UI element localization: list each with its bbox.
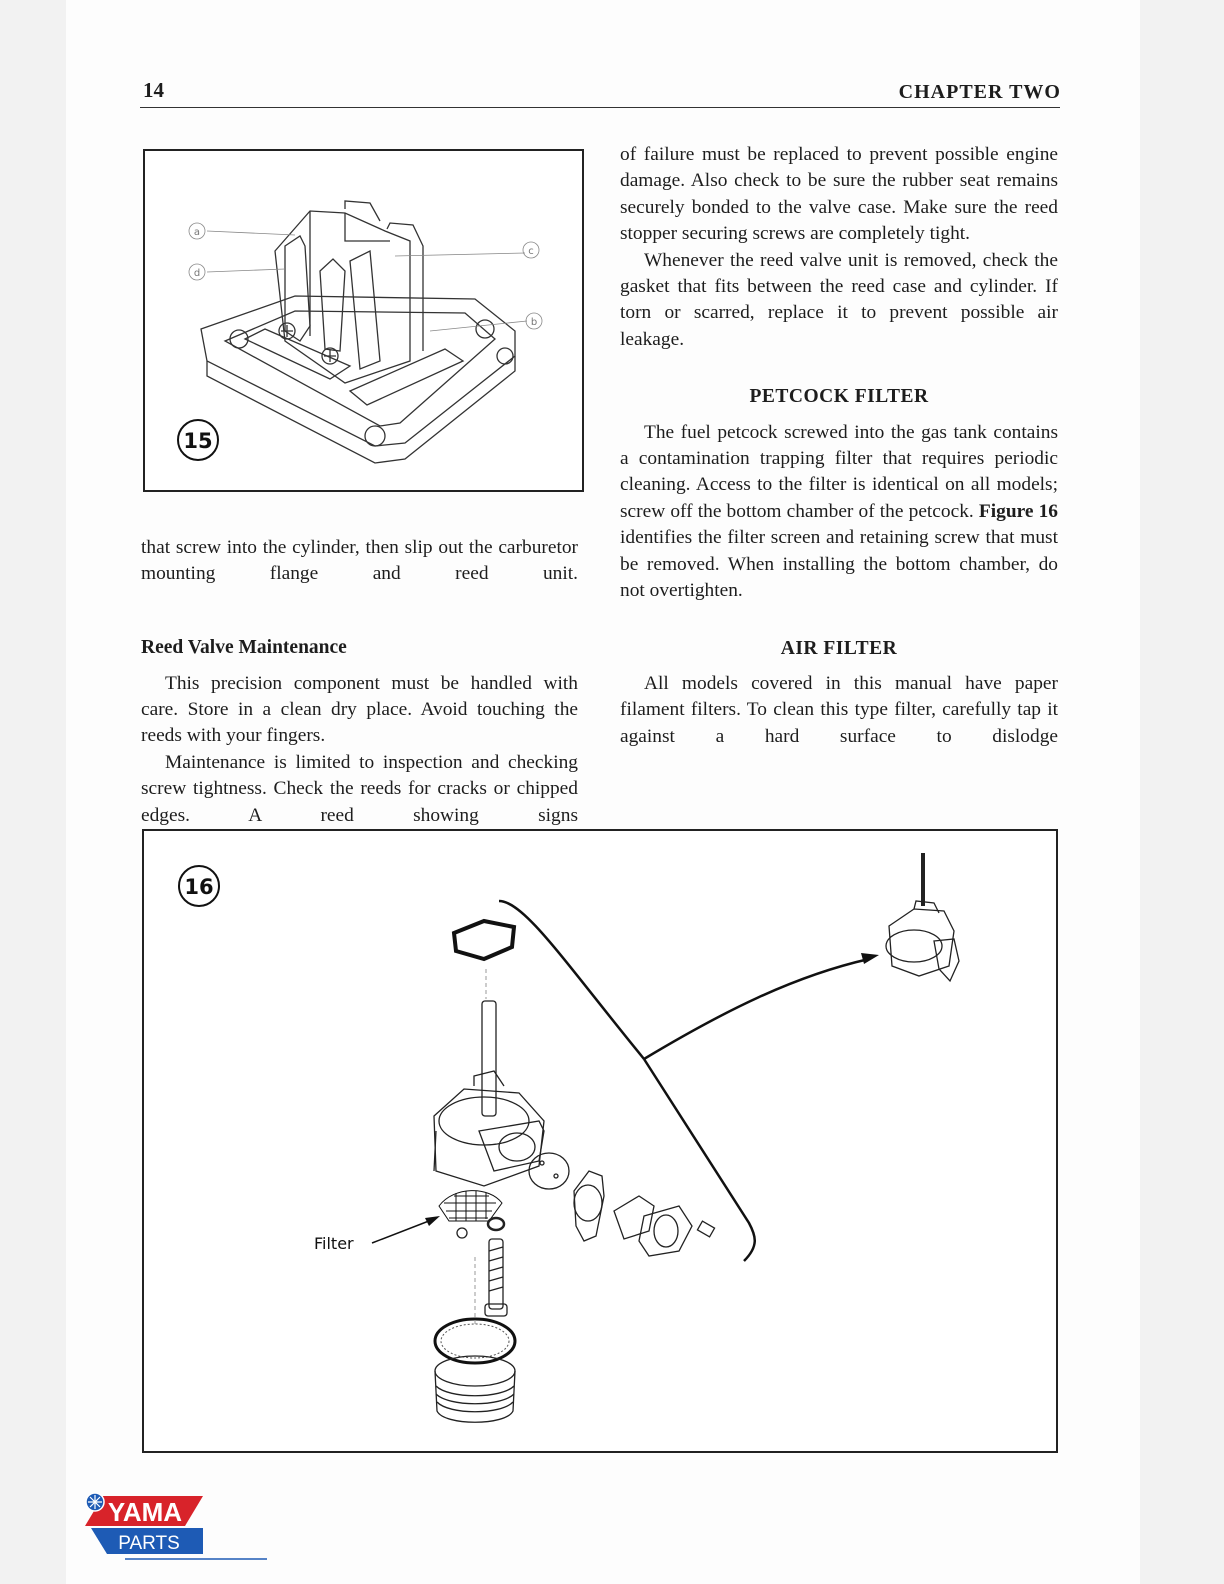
chapter-title: CHAPTER TWO [898, 81, 1061, 103]
figure-15 [143, 149, 584, 492]
header-divider [140, 107, 1060, 108]
paragraph-reed-1: This precision component must be handled with care. Store in a clean dry place. Avoid touching the reeds with your fingers. [141, 672, 578, 747]
paragraph-reed-2: Maintenance is limited to inspection and checking screw tightness. Check the reeds for cracks or chipped edges. A reed showing signs [141, 751, 578, 826]
logo-text-parts: PARTS [118, 1533, 180, 1554]
paragraph-petcock [620, 420, 1058, 605]
filter-label: Filter [314, 1234, 354, 1253]
paragraph-intro: that screw into the cylinder, then slip out the carburetor mounting flange and reed unit. [141, 537, 578, 585]
paragraph-continued: of failure must be replaced to prevent possible engine damage. Also check to be sure the rubber seat remains securely bonded to the valve case. Make sure the reed stopper securing screws are completely tight. [620, 144, 1058, 245]
callout-d: d [193, 268, 201, 279]
petcock-text-b: identifies the filter screen and retaining screw that must be removed. When installing the bottom chamber, do not overtighten. [620, 527, 1058, 602]
figure-16-number: 16 [184, 875, 214, 899]
paragraph-air-filter: All models covered in this manual have paper filament filters. To clean this type filter, carefully tap it against a hard surface to dislodge [620, 672, 1058, 747]
callout-b: b [530, 317, 538, 328]
left-column [141, 535, 578, 855]
page-number: 14 [143, 78, 164, 102]
figure-16 [142, 829, 1058, 1453]
heading-air-filter: AIR FILTER [780, 637, 898, 659]
right-column [620, 142, 1058, 777]
figure-15-number: 15 [183, 429, 213, 453]
petcock-exploded-illustration [144, 831, 1056, 1451]
figure-16-reference: Figure 16 [978, 500, 1059, 522]
yama-parts-logo [83, 1492, 273, 1562]
callout-a: a [193, 227, 201, 238]
subhead-reed-valve: Reed Valve Maintenance [141, 637, 347, 659]
heading-petcock-filter: PETCOCK FILTER [749, 386, 929, 408]
reed-valve-illustration [145, 151, 582, 490]
logo-text-yama: YAMA [107, 1497, 183, 1527]
callout-c: c [528, 246, 534, 257]
paragraph-gasket: Whenever the reed valve unit is removed, check the gasket that fits between the reed case and cylinder. If torn or scarred, replace it to prevent possible air leakage. [620, 249, 1058, 350]
petcock-text-a: The fuel petcock screwed into the gas tank contains a contamination trapping filter that requires periodic cleaning. Access to the filter is identical on all models; screw off the bottom chamber of the petcock. [620, 421, 1058, 522]
